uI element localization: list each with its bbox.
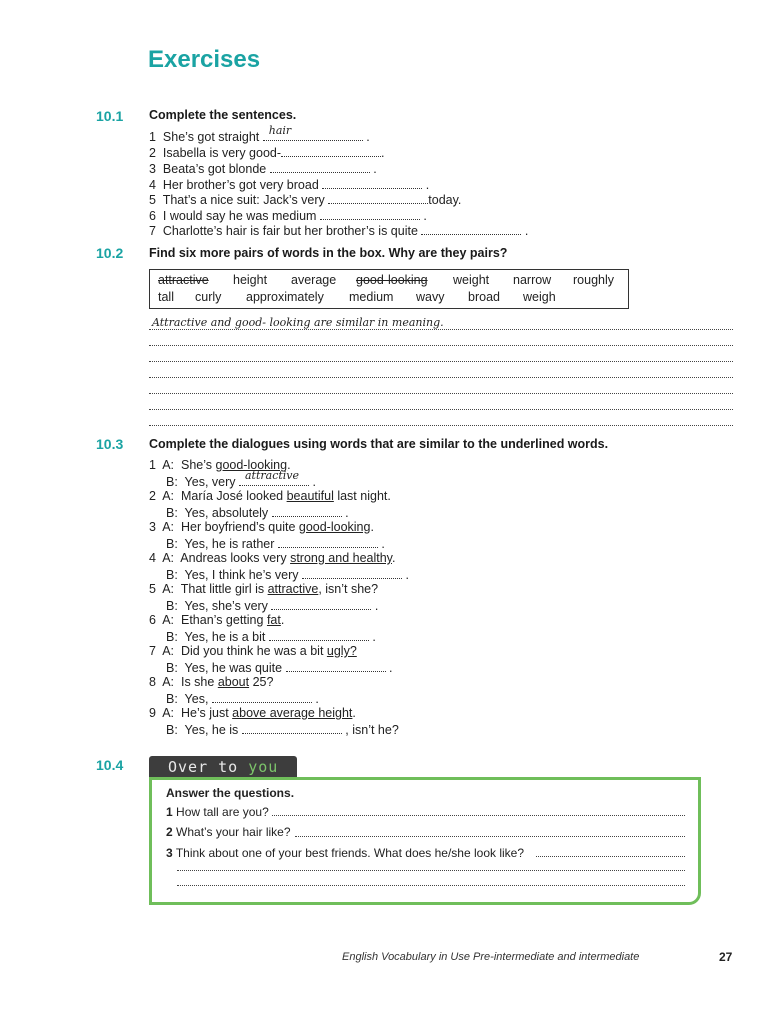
answer-blank[interactable] [239, 469, 309, 486]
dialogue-5-line-a [149, 582, 378, 597]
dialogue-6-line-a [149, 613, 284, 628]
underlined-word: about [217, 675, 250, 689]
item-number: 8 [149, 675, 156, 689]
item-text: She’s got straight [162, 130, 260, 144]
dialogue-3-line-b [149, 535, 385, 552]
line-text: Yes, she’s very [184, 599, 268, 613]
item-number: 1 [149, 458, 156, 472]
underlined-word: good-looking [215, 458, 288, 472]
question-number: 1 [166, 805, 173, 819]
question-text: How tall are you? [176, 805, 269, 819]
item-after: . [524, 224, 529, 238]
speaker-b: B: [166, 599, 178, 613]
dialogue-9-line-a [149, 706, 356, 721]
line-text: Yes, [184, 692, 209, 706]
word-box-word: weigh [523, 290, 556, 304]
answer-blank[interactable] [302, 566, 402, 579]
over-to-text: Over to [168, 758, 239, 776]
dialogue-9-line-b [149, 721, 399, 738]
answer-line[interactable] [536, 856, 685, 857]
line-text: , isn’t she? [318, 582, 379, 596]
line-text: . [370, 520, 374, 534]
speaker-a: A: [162, 675, 175, 689]
item-number: 2 [149, 146, 156, 160]
handwritten-answer: attractive [244, 469, 300, 482]
speaker-a: A: [162, 706, 175, 720]
answer-blank[interactable] [322, 176, 422, 189]
word-box-word: height [233, 273, 268, 287]
over-to-you-label [168, 758, 278, 776]
answer-line[interactable] [177, 870, 685, 871]
answer-blank[interactable] [328, 191, 428, 204]
line-text: . [280, 613, 285, 627]
exercise-number-10-3: 10.3 [96, 436, 124, 452]
dialogue-1-line-b [149, 469, 316, 490]
item-number: 7 [149, 644, 156, 658]
dialogue-4-line-b [149, 566, 409, 583]
word-box [149, 269, 629, 309]
footer-book-title: English Vocabulary in Use Pre-intermediate and intermediate [342, 951, 640, 963]
question-number: 2 [166, 825, 173, 839]
line-text: Yes, very [184, 475, 236, 489]
speaker-b: B: [166, 537, 178, 551]
item-text: Beata’s got blonde [162, 162, 267, 176]
item-number: 5 [149, 193, 156, 207]
answer-blank[interactable] [421, 222, 521, 235]
handwritten-answer: hair [268, 124, 292, 137]
item-after: . [366, 130, 370, 144]
question-text: Think about one of your best friends. What does he/she look like? [175, 846, 525, 860]
line-text: . [392, 551, 396, 565]
line-text: . [389, 661, 393, 675]
line-text: . [405, 568, 409, 582]
line-text: . [352, 706, 356, 720]
ex1-item-7 [149, 222, 528, 239]
item-after: today. [428, 193, 462, 207]
you-text: you [248, 758, 279, 776]
speaker-b: B: [166, 506, 178, 520]
answer-blank[interactable] [320, 207, 420, 220]
item-number: 2 [149, 489, 156, 503]
word-box-word: approximately [246, 290, 324, 304]
answer-blank[interactable] [212, 690, 312, 703]
word-box-word: average [291, 273, 337, 287]
line-text: Yes, he is a bit [184, 630, 266, 644]
answer-line[interactable] [149, 393, 733, 394]
ex4-instruction: Answer the questions. [166, 786, 295, 800]
item-number: 5 [149, 582, 156, 596]
answer-line[interactable] [149, 425, 733, 426]
answer-blank[interactable] [271, 597, 371, 610]
dialogue-2-line-b [149, 504, 349, 521]
speaker-b: B: [166, 630, 178, 644]
underlined-word: ugly? [326, 644, 357, 658]
word-box-word: narrow [513, 273, 552, 287]
exercise-number-10-1: 10.1 [96, 108, 124, 124]
word-box-word: wavy [416, 290, 445, 304]
line-text: That little girl is [180, 582, 268, 596]
line-text: Andreas looks very [180, 551, 291, 565]
dialogue-8-line-b [149, 690, 319, 707]
underlined-word: above average height [232, 706, 353, 720]
item-text: Her brother’s got very broad [162, 178, 319, 192]
line-text: Yes, he is [184, 723, 239, 737]
word-box-word: good-looking [356, 273, 428, 287]
line-text: She’s [180, 458, 216, 472]
answer-blank[interactable] [269, 628, 369, 641]
item-number: 6 [149, 613, 156, 627]
exercise-instruction-10-2: Find six more pairs of words in the box. Why are they pairs? [149, 246, 508, 260]
dialogue-7-line-b [149, 659, 393, 676]
word-box-word: medium [349, 290, 394, 304]
ex1-item-3 [149, 160, 377, 177]
question-1 [166, 805, 269, 819]
line-text: Her boyfriend’s quite [180, 520, 299, 534]
speaker-b: B: [166, 568, 178, 582]
line-text: . [381, 537, 385, 551]
speaker-b: B: [166, 723, 178, 737]
ex1-item-5 [149, 191, 461, 208]
word-box-word: roughly [573, 273, 614, 287]
speaker-b: B: [166, 692, 178, 706]
line-text: 25? [249, 675, 274, 689]
speaker-a: A: [162, 644, 175, 658]
answer-line[interactable] [149, 345, 733, 346]
answer-line[interactable] [177, 885, 685, 886]
dialogue-2-line-a [149, 489, 391, 504]
line-text: Yes, I think he’s very [184, 568, 299, 582]
dialogue-7-line-a [149, 644, 357, 659]
word-box-word: attractive [158, 273, 209, 287]
line-text: . [372, 630, 376, 644]
ex1-item-2 [149, 144, 385, 161]
item-text: Isabella is very good- [162, 146, 282, 160]
word-box-word: broad [468, 290, 500, 304]
item-number: 3 [149, 162, 156, 176]
line-text: . [312, 475, 316, 489]
answer-line[interactable] [149, 329, 733, 330]
answer-line[interactable] [295, 836, 685, 837]
speaker-a: A: [162, 551, 175, 565]
line-text: . [374, 599, 379, 613]
item-after: . [425, 178, 430, 192]
underlined-word: strong and healthy [290, 551, 393, 565]
speaker-a: A: [162, 520, 175, 534]
item-after: . [381, 146, 385, 160]
question-text: What’s your hair like? [176, 825, 291, 839]
item-number: 9 [149, 706, 156, 720]
underlined-word: beautiful [286, 489, 334, 503]
dialogue-6-line-b [149, 628, 376, 645]
exercise-instruction-10-1: Complete the sentences. [149, 108, 297, 122]
page-title: Exercises [148, 46, 261, 73]
speaker-a: A: [162, 458, 175, 472]
speaker-b: B: [166, 661, 178, 675]
line-text: . [315, 692, 319, 706]
word-box-word: curly [195, 290, 222, 304]
dialogue-3-line-a [149, 520, 374, 535]
line-text: Yes, he is rather [184, 537, 275, 551]
word-box-word: tall [158, 290, 174, 304]
line-text: Yes, he was quite [184, 661, 283, 675]
word-box-word: weight [453, 273, 490, 287]
dialogue-5-line-b [149, 597, 378, 614]
item-after: . [373, 162, 377, 176]
exercise-number-10-2: 10.2 [96, 245, 124, 261]
exercise-instruction-10-3: Complete the dialogues using words that are similar to the underlined words. [149, 437, 609, 451]
answer-blank[interactable] [270, 160, 370, 173]
item-after: . [423, 209, 427, 223]
item-number: 7 [149, 224, 156, 238]
item-text: That’s a nice suit: Jack’s very [162, 193, 325, 207]
answer-blank[interactable] [263, 124, 363, 141]
question-2 [166, 825, 291, 839]
item-number: 4 [149, 551, 156, 565]
exercise-number-10-4: 10.4 [96, 757, 124, 773]
page-number: 27 [719, 950, 733, 964]
dialogue-8-line-a [149, 675, 273, 690]
line-text: Did you think he was a bit [180, 644, 327, 658]
answer-line[interactable] [272, 815, 685, 816]
speaker-a: A: [162, 613, 175, 627]
item-number: 6 [149, 209, 156, 223]
line-text: Is she [180, 675, 218, 689]
speaker-b: B: [166, 475, 178, 489]
line-text: . [287, 458, 291, 472]
line-text: . [345, 506, 349, 520]
item-number: 4 [149, 178, 156, 192]
underlined-word: good-looking [298, 520, 371, 534]
speaker-a: A: [162, 582, 175, 596]
answer-blank[interactable] [281, 144, 381, 157]
line-text: , isn’t he? [345, 723, 399, 737]
answer-blank[interactable] [286, 659, 386, 672]
ex1-item-1 [149, 124, 370, 145]
answer-blank[interactable] [272, 504, 342, 517]
line-text: last night. [333, 489, 391, 503]
item-text: I would say he was medium [162, 209, 317, 223]
item-number: 1 [149, 130, 156, 144]
line-text: He’s just [180, 706, 233, 720]
item-number: 3 [149, 520, 156, 534]
underlined-word: attractive [267, 582, 319, 596]
speaker-a: A: [162, 489, 175, 503]
question-3 [166, 846, 524, 860]
line-text: Ethan’s getting [180, 613, 267, 627]
answer-line[interactable] [149, 409, 733, 410]
answer-line[interactable] [149, 377, 733, 378]
answer-blank[interactable] [242, 721, 342, 734]
dialogue-4-line-a [149, 551, 396, 566]
ex2-handwritten-answer: Attractive and good- looking are similar in meaning. [152, 316, 444, 329]
line-text: Yes, absolutely [184, 506, 269, 520]
underlined-word: fat [266, 613, 281, 627]
line-text: María José looked [180, 489, 287, 503]
item-text: Charlotte’s hair is fair but her brother’s is quite [162, 224, 418, 238]
answer-line[interactable] [149, 361, 733, 362]
answer-blank[interactable] [278, 535, 378, 548]
question-number: 3 [166, 846, 173, 860]
